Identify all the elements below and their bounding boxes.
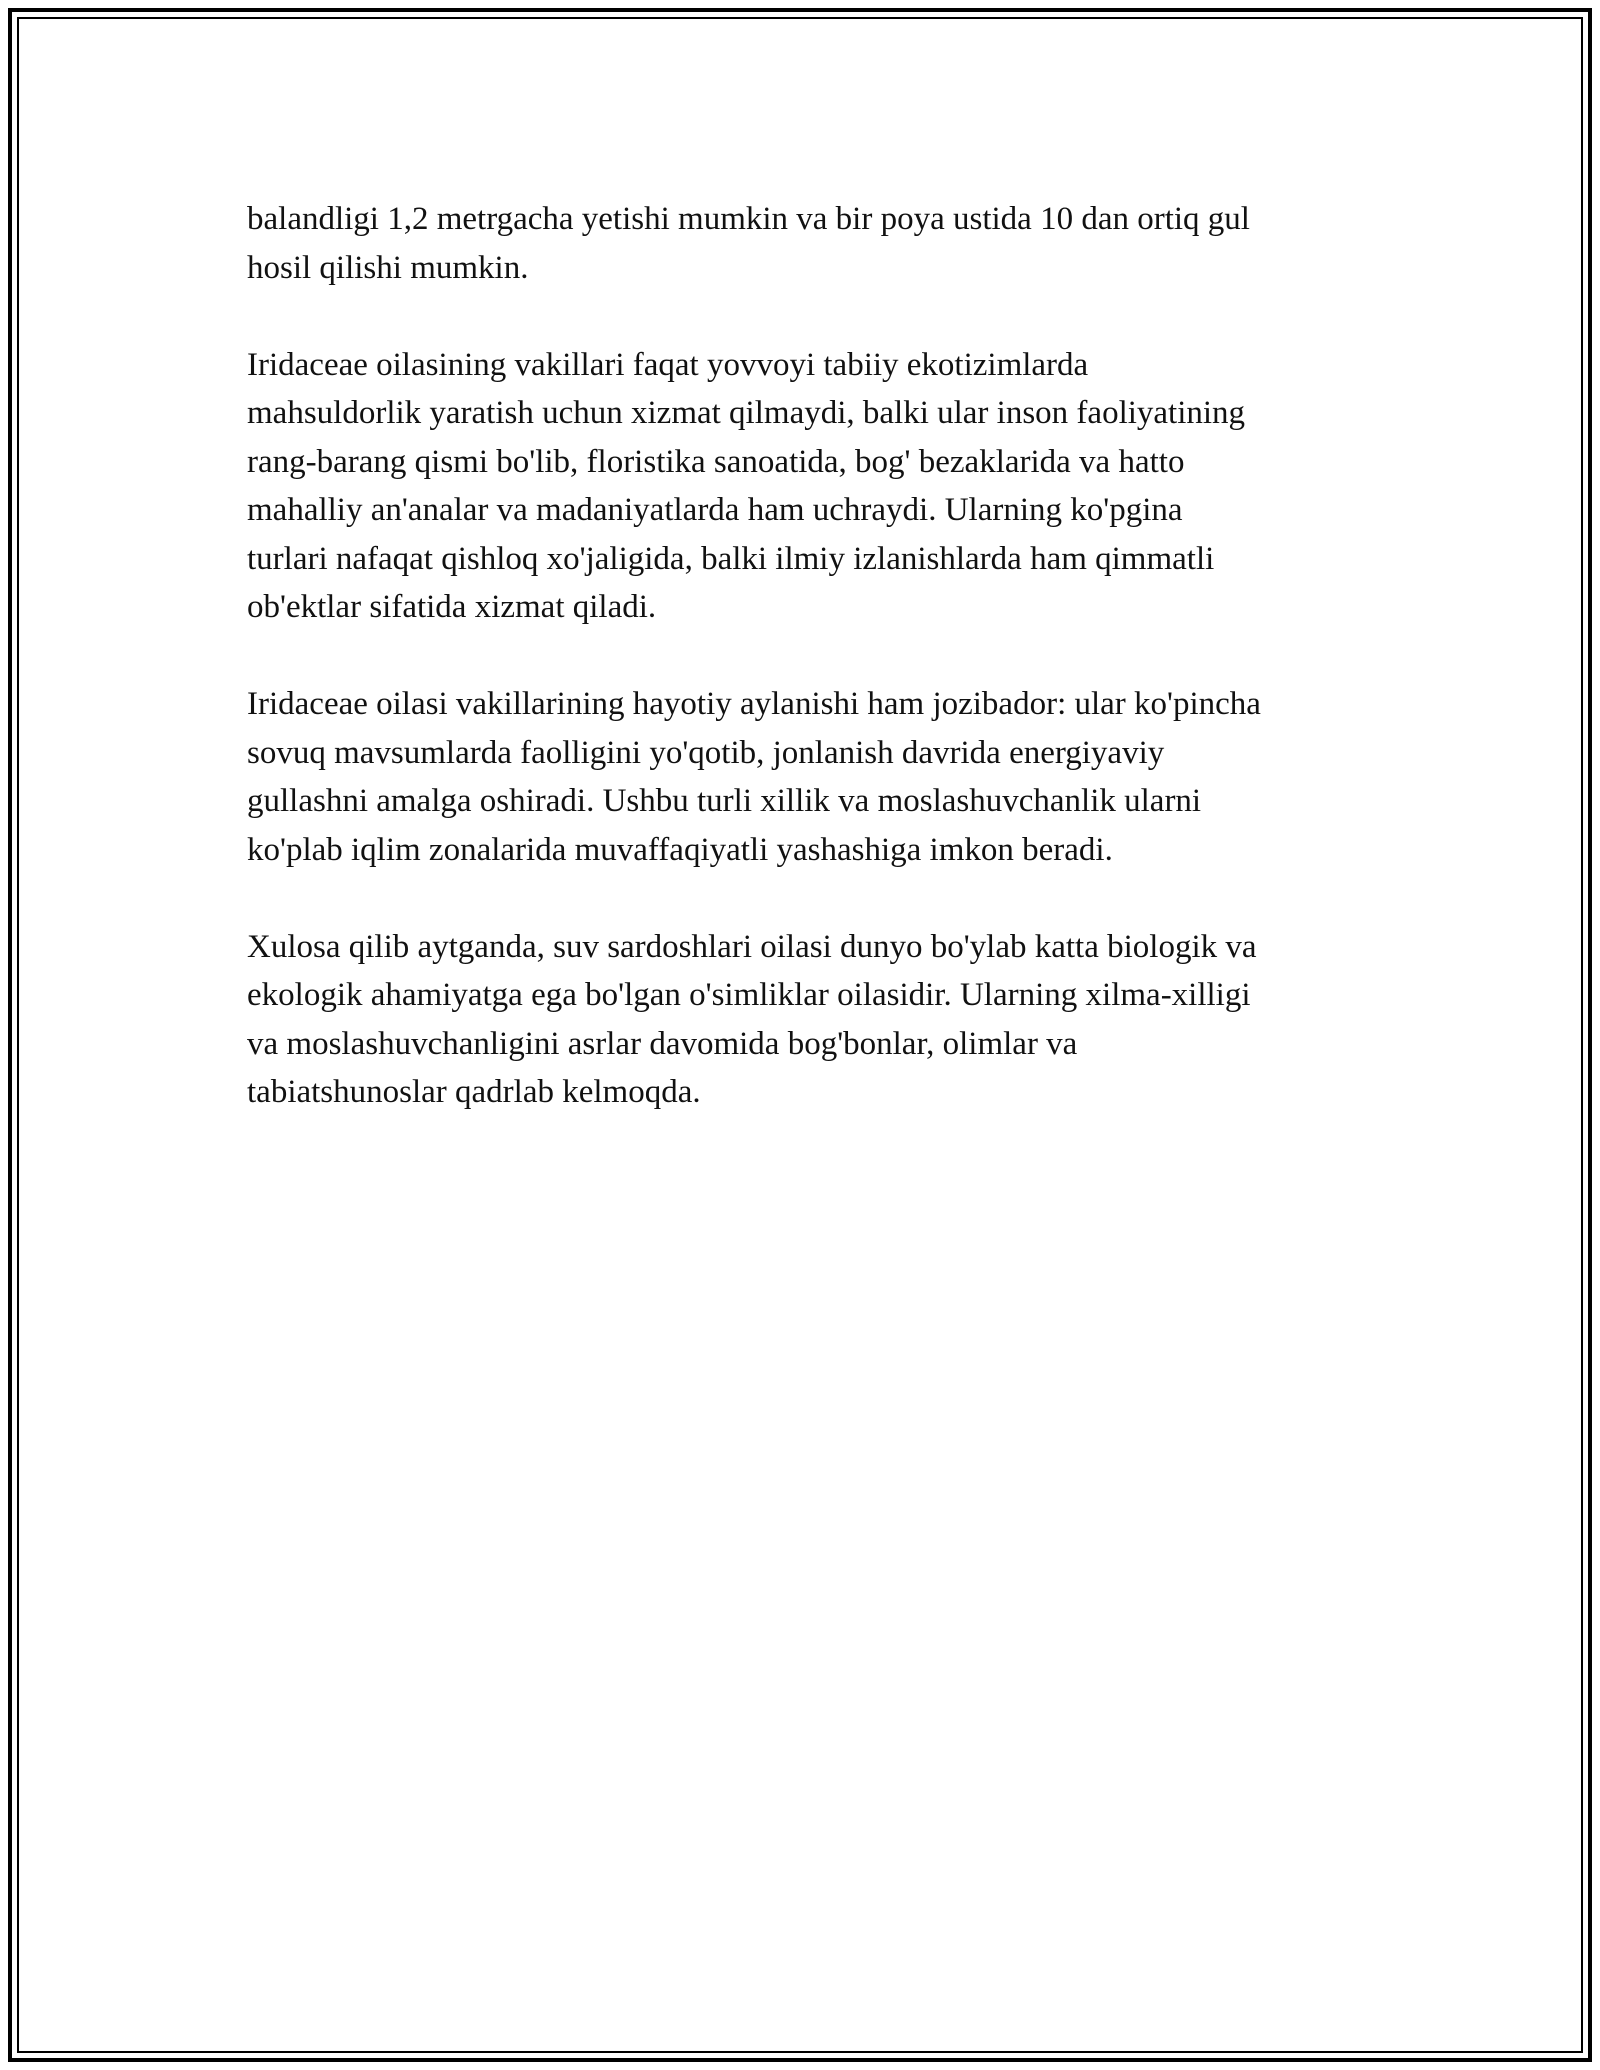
paragraph-2 (247, 341, 1387, 632)
paragraph-line: va moslashuvchanligini asrlar davomida bog'bonlar, olimlar va (247, 1025, 1078, 1062)
paragraph-4 (247, 923, 1387, 1117)
paragraph-line: mahsuldorlik yaratish uchun xizmat qilmaydi, balki ular inson faoliyatining (247, 395, 1246, 431)
paragraph-line: Iridaceae oilasining vakillari faqat yovvoyi tabiiy ekotizimlarda (247, 346, 1089, 383)
paragraph-line: balandligi 1,2 metrgacha yetishi mumkin va bir poya ustida 10 dan ortiq gul (247, 201, 1250, 237)
paragraph-line: turlari nafaqat qishloq xo'jaligida, balki ilmiy izlanishlarda ham qimmatli (247, 540, 1215, 577)
page-frame (8, 8, 1592, 2062)
paragraph-line: hosil qilishi mumkin. (247, 249, 529, 286)
paragraph-line: Xulosa qilib aytganda, suv sardoshlari oilasi dunyo bo'ylab katta biologik va (247, 928, 1257, 965)
paragraph-line: tabiatshunoslar qadrlab kelmoqda. (247, 1074, 701, 1110)
paragraph-line: sovuq mavsumlarda faolligini yo'qotib, jonlanish davrida energiyaviy (247, 734, 1165, 771)
document-body (247, 195, 1387, 1117)
paragraph-1 (247, 195, 1387, 292)
paragraph-line: rang-barang qismi bo'lib, floristika sanoatida, bog' bezaklarida va hatto (247, 443, 1185, 480)
paragraph-line: ko'plab iqlim zonalarida muvaffaqiyatli yashashiga imkon beradi. (247, 831, 1113, 868)
paragraph-line: ekologik ahamiyatga ega bo'lgan o'simliklar oilasidir. Ularning xilma-xilligi (247, 977, 1251, 1013)
paragraph-line: gullashni amalga oshiradi. Ushbu turli xillik va moslashuvchanlik ularni (247, 783, 1202, 819)
paragraph-3 (247, 680, 1387, 874)
paragraph-line: mahalliy an'analar va madaniyatlarda ham uchraydi. Ularning ko'pgina (247, 492, 1183, 528)
paragraph-line: Iridaceae oilasi vakillarining hayotiy aylanishi ham jozibador: ular ko'pincha (247, 686, 1261, 722)
paragraph-line: ob'ektlar sifatida xizmat qiladi. (247, 589, 657, 625)
